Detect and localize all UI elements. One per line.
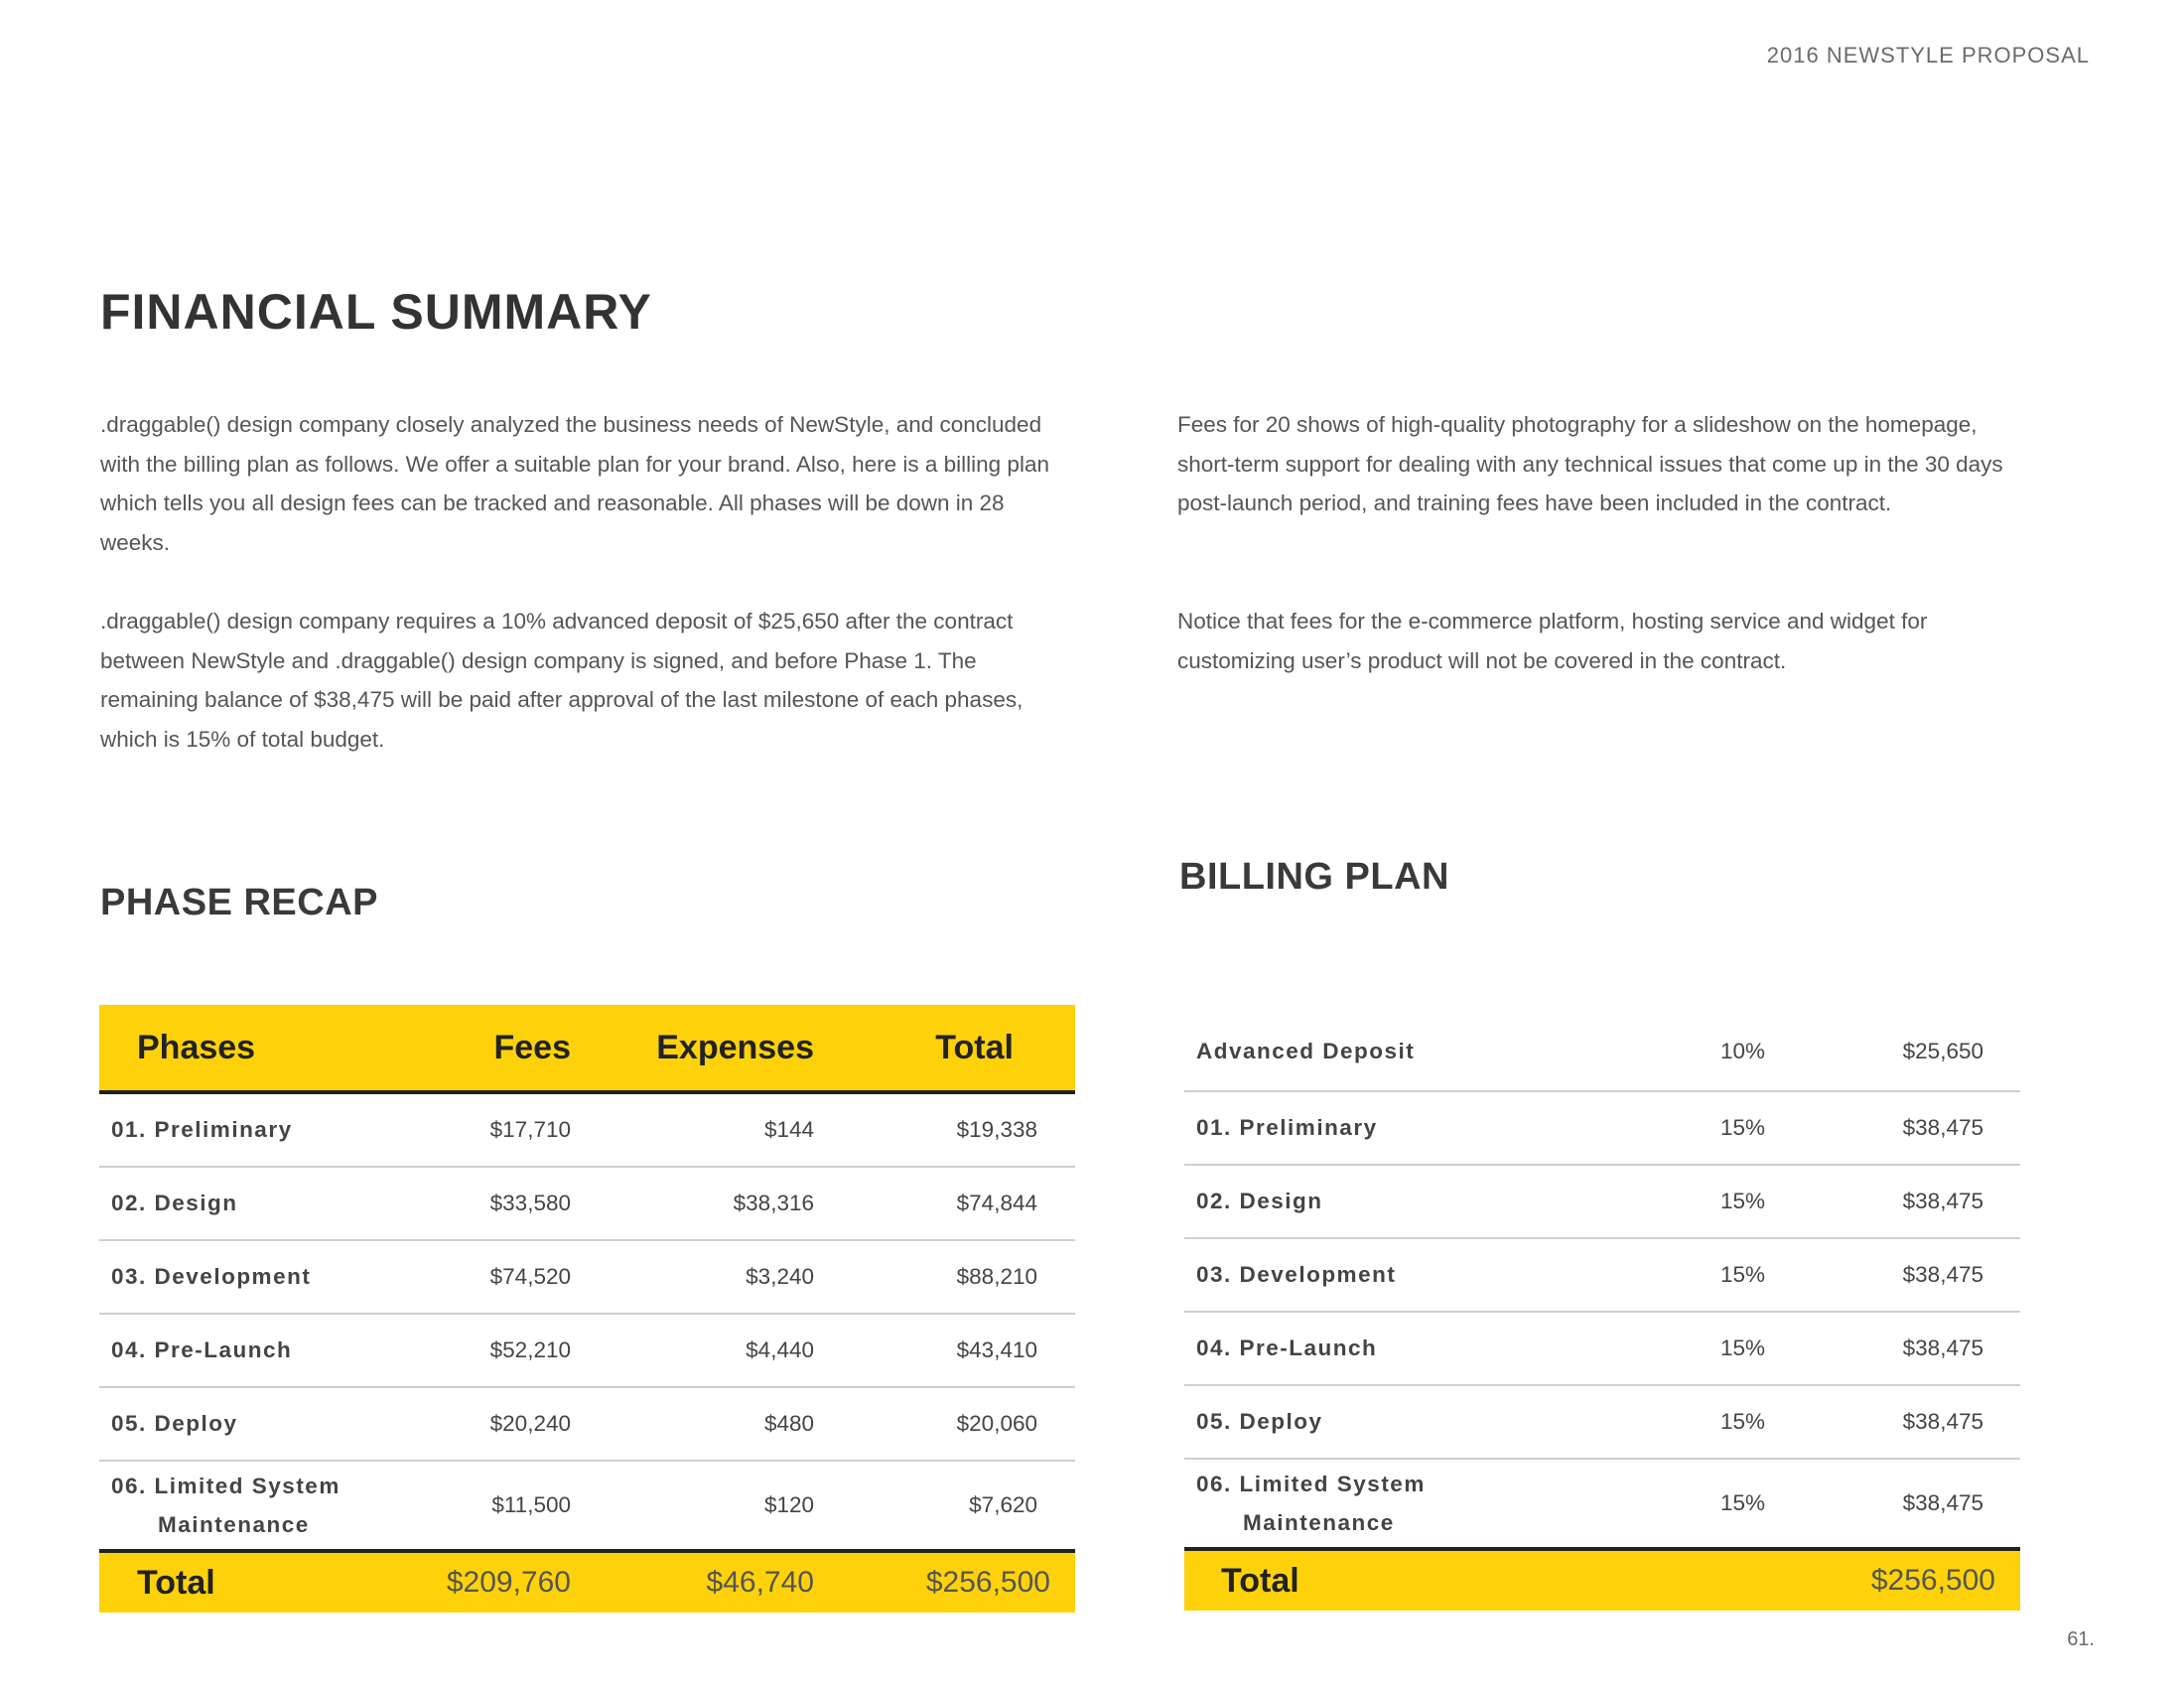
total-fees: $209,760 bbox=[367, 1551, 571, 1613]
billing-amount: $38,475 bbox=[1765, 1312, 2020, 1385]
phase-total: $19,338 bbox=[814, 1092, 1075, 1167]
total-label: Total bbox=[1184, 1549, 1621, 1611]
billing-plan-table bbox=[1184, 1013, 2020, 1611]
table-row bbox=[1184, 1165, 2020, 1238]
phase-recap-table bbox=[99, 1005, 1075, 1613]
table-row bbox=[1184, 1459, 2020, 1549]
table-row bbox=[99, 1387, 1075, 1461]
billing-item: 02. Design bbox=[1184, 1165, 1621, 1238]
table-row bbox=[99, 1461, 1075, 1551]
phase-name-line1: 06. Limited System bbox=[111, 1474, 341, 1498]
table-row bbox=[1184, 1013, 2020, 1091]
phase-name: 03. Development bbox=[99, 1240, 367, 1314]
column-header-phases: Phases bbox=[99, 1005, 367, 1092]
phase-name-line2: Maintenance bbox=[158, 1512, 310, 1537]
phase-total: $43,410 bbox=[814, 1314, 1075, 1387]
phase-total: $7,620 bbox=[814, 1461, 1075, 1551]
phase-total: $88,210 bbox=[814, 1240, 1075, 1314]
billing-percent: 15% bbox=[1621, 1459, 1765, 1549]
page-title: FINANCIAL SUMMARY bbox=[100, 284, 652, 340]
deposit-paragraph: .draggable() design company requires a 10% advanced deposit of $25,650 after the contract between NewStyle and .draggable() design company is signed, and before Phase 1. The remaining balance of $38,475 will be paid after approval of the last milestone of each phases, which is 15% of total budget. bbox=[100, 609, 1024, 752]
column-header-fees: Fees bbox=[367, 1005, 571, 1092]
total-spacer bbox=[1621, 1549, 1765, 1611]
phase-name: 02. Design bbox=[99, 1167, 367, 1240]
phase-expenses: $3,240 bbox=[571, 1240, 814, 1314]
total-expenses: $46,740 bbox=[571, 1551, 814, 1613]
table-row bbox=[1184, 1385, 2020, 1459]
total-label: Total bbox=[99, 1551, 367, 1613]
table-row bbox=[1184, 1238, 2020, 1312]
phase-fees: $33,580 bbox=[367, 1167, 571, 1240]
header-title: 2016 NEWSTYLE PROPOSAL bbox=[1766, 43, 2090, 68]
phase-fees: $11,500 bbox=[367, 1461, 571, 1551]
phase-name: 05. Deploy bbox=[99, 1387, 367, 1461]
billing-amount: $38,475 bbox=[1765, 1459, 2020, 1549]
billing-item-line2: Maintenance bbox=[1243, 1510, 1395, 1535]
table-row bbox=[99, 1092, 1075, 1167]
phase-expenses: $38,316 bbox=[571, 1167, 814, 1240]
phase-fees: $52,210 bbox=[367, 1314, 571, 1387]
intro-paragraph: .draggable() design company closely analyzed the business needs of NewStyle, and concluded with the billing plan as follows. We offer a suitable plan for your brand. Also, here is a billing plan which tells you all design fees can be tracked and reasonable. All phases will be down in 28 weeks. bbox=[100, 412, 1049, 555]
billing-percent: 10% bbox=[1621, 1013, 1765, 1091]
billing-item: Advanced Deposit bbox=[1184, 1013, 1621, 1091]
billing-item: 04. Pre-Launch bbox=[1184, 1312, 1621, 1385]
phase-total: $20,060 bbox=[814, 1387, 1075, 1461]
billing-amount: $38,475 bbox=[1765, 1165, 2020, 1238]
phase-expenses: $480 bbox=[571, 1387, 814, 1461]
billing-item bbox=[1184, 1459, 1621, 1549]
billing-item-line1: 06. Limited System bbox=[1196, 1472, 1426, 1496]
billing-item: 01. Preliminary bbox=[1184, 1091, 1621, 1165]
phase-total: $74,844 bbox=[814, 1167, 1075, 1240]
phase-name: 01. Preliminary bbox=[99, 1092, 367, 1167]
billing-item: 05. Deploy bbox=[1184, 1385, 1621, 1459]
phase-expenses: $144 bbox=[571, 1092, 814, 1167]
phase-name bbox=[99, 1461, 367, 1551]
phase-expenses: $120 bbox=[571, 1461, 814, 1551]
column-header-total: Total bbox=[814, 1005, 1075, 1092]
total-amount: $256,500 bbox=[1765, 1549, 2020, 1611]
billing-percent: 15% bbox=[1621, 1165, 1765, 1238]
table-row bbox=[99, 1167, 1075, 1240]
table-row bbox=[1184, 1091, 2020, 1165]
table-row bbox=[1184, 1312, 2020, 1385]
phase-fees: $17,710 bbox=[367, 1092, 571, 1167]
phase-fees: $20,240 bbox=[367, 1387, 571, 1461]
billing-amount: $38,475 bbox=[1765, 1238, 2020, 1312]
phase-fees: $74,520 bbox=[367, 1240, 571, 1314]
billing-amount: $38,475 bbox=[1765, 1385, 2020, 1459]
billing-plan-heading: BILLING PLAN bbox=[1179, 856, 1449, 898]
column-header-expenses: Expenses bbox=[571, 1005, 814, 1092]
table-row bbox=[99, 1240, 1075, 1314]
table-row bbox=[99, 1314, 1075, 1387]
billing-amount: $25,650 bbox=[1765, 1013, 2020, 1091]
page-number: 61. bbox=[2067, 1628, 2095, 1650]
phase-recap-heading: PHASE RECAP bbox=[100, 882, 378, 923]
table-header-row bbox=[99, 1005, 1075, 1092]
total-row bbox=[1184, 1549, 2020, 1611]
total-row bbox=[99, 1551, 1075, 1613]
phase-expenses: $4,440 bbox=[571, 1314, 814, 1387]
billing-amount: $38,475 bbox=[1765, 1091, 2020, 1165]
billing-percent: 15% bbox=[1621, 1312, 1765, 1385]
phase-name: 04. Pre-Launch bbox=[99, 1314, 367, 1387]
billing-percent: 15% bbox=[1621, 1091, 1765, 1165]
included-fees-paragraph: Fees for 20 shows of high-quality photography for a slideshow on the homepage, short-term support for dealing with any technical issues that come up in the 30 days post-launch period, and training fees have been included in the contract. bbox=[1177, 412, 2003, 515]
total-amount: $256,500 bbox=[814, 1551, 1075, 1613]
billing-percent: 15% bbox=[1621, 1385, 1765, 1459]
billing-percent: 15% bbox=[1621, 1238, 1765, 1312]
billing-item: 03. Development bbox=[1184, 1238, 1621, 1312]
excluded-fees-paragraph: Notice that fees for the e-commerce platform, hosting service and widget for customizing user’s product will not be covered in the contract. bbox=[1177, 609, 1928, 673]
